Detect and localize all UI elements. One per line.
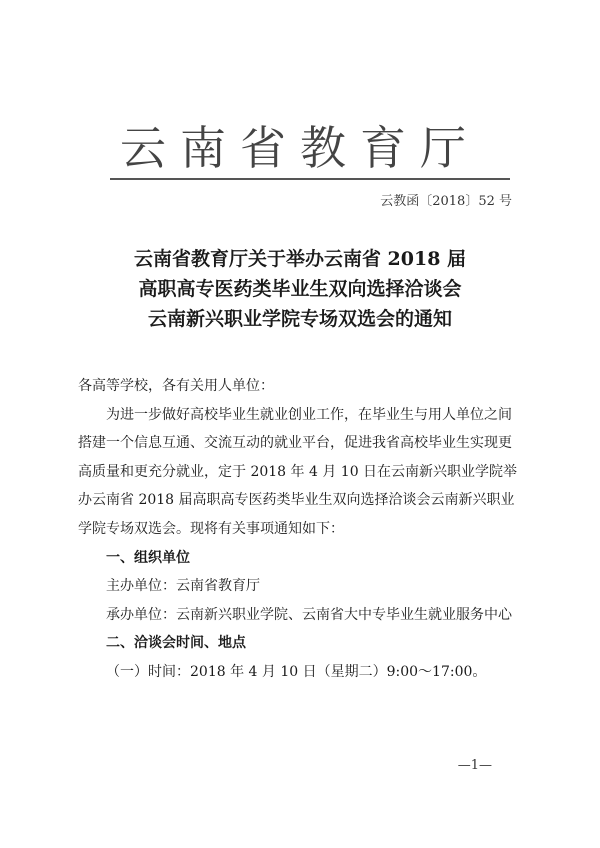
title-line: 云南省教育厅关于举办云南省 2018 届	[133, 248, 467, 270]
intro-paragraph: 为进一步做好高校毕业生就业创业工作，在毕业生与用人单位之间搭建一个信息互通、交流互动的就业平台，促进我省高校毕业生实现更高质量和更充分就业，定于 2018 年 4 月 10 日在云南新兴职业学院举办云南省 2018 届高职高专医药类毕业生双向选择洽谈会云南新兴职业学院专场双选会。现将有关事项通知如下：	[78, 406, 518, 537]
organizer-unit: 承办单位：云南新兴职业学院、云南省大中专毕业生就业服务中心	[106, 606, 512, 623]
document-body	[78, 372, 518, 687]
document-title	[0, 244, 600, 334]
title-line: 云南新兴职业学院专场双选会的通知	[147, 308, 452, 330]
salutation: 各高等学校，各有关用人单位：	[78, 378, 274, 394]
letterhead-rule	[110, 178, 510, 180]
section-heading-time-place: 二、洽谈会时间、地点	[106, 635, 246, 652]
title-line: 高职高专医药类毕业生双向选择洽谈会	[138, 278, 462, 300]
letterhead: 云南省教育厅	[120, 121, 480, 175]
section-heading-organizers: 一、组织单位	[106, 549, 190, 566]
host-unit: 主办单位：云南省教育厅	[106, 578, 260, 595]
document-number: 云教函〔2018〕52 号	[380, 194, 512, 209]
event-time: （一）时间：2018 年 4 月 10 日（星期二）9:00～17:00。	[106, 663, 487, 680]
page-number: —1—	[457, 758, 492, 773]
